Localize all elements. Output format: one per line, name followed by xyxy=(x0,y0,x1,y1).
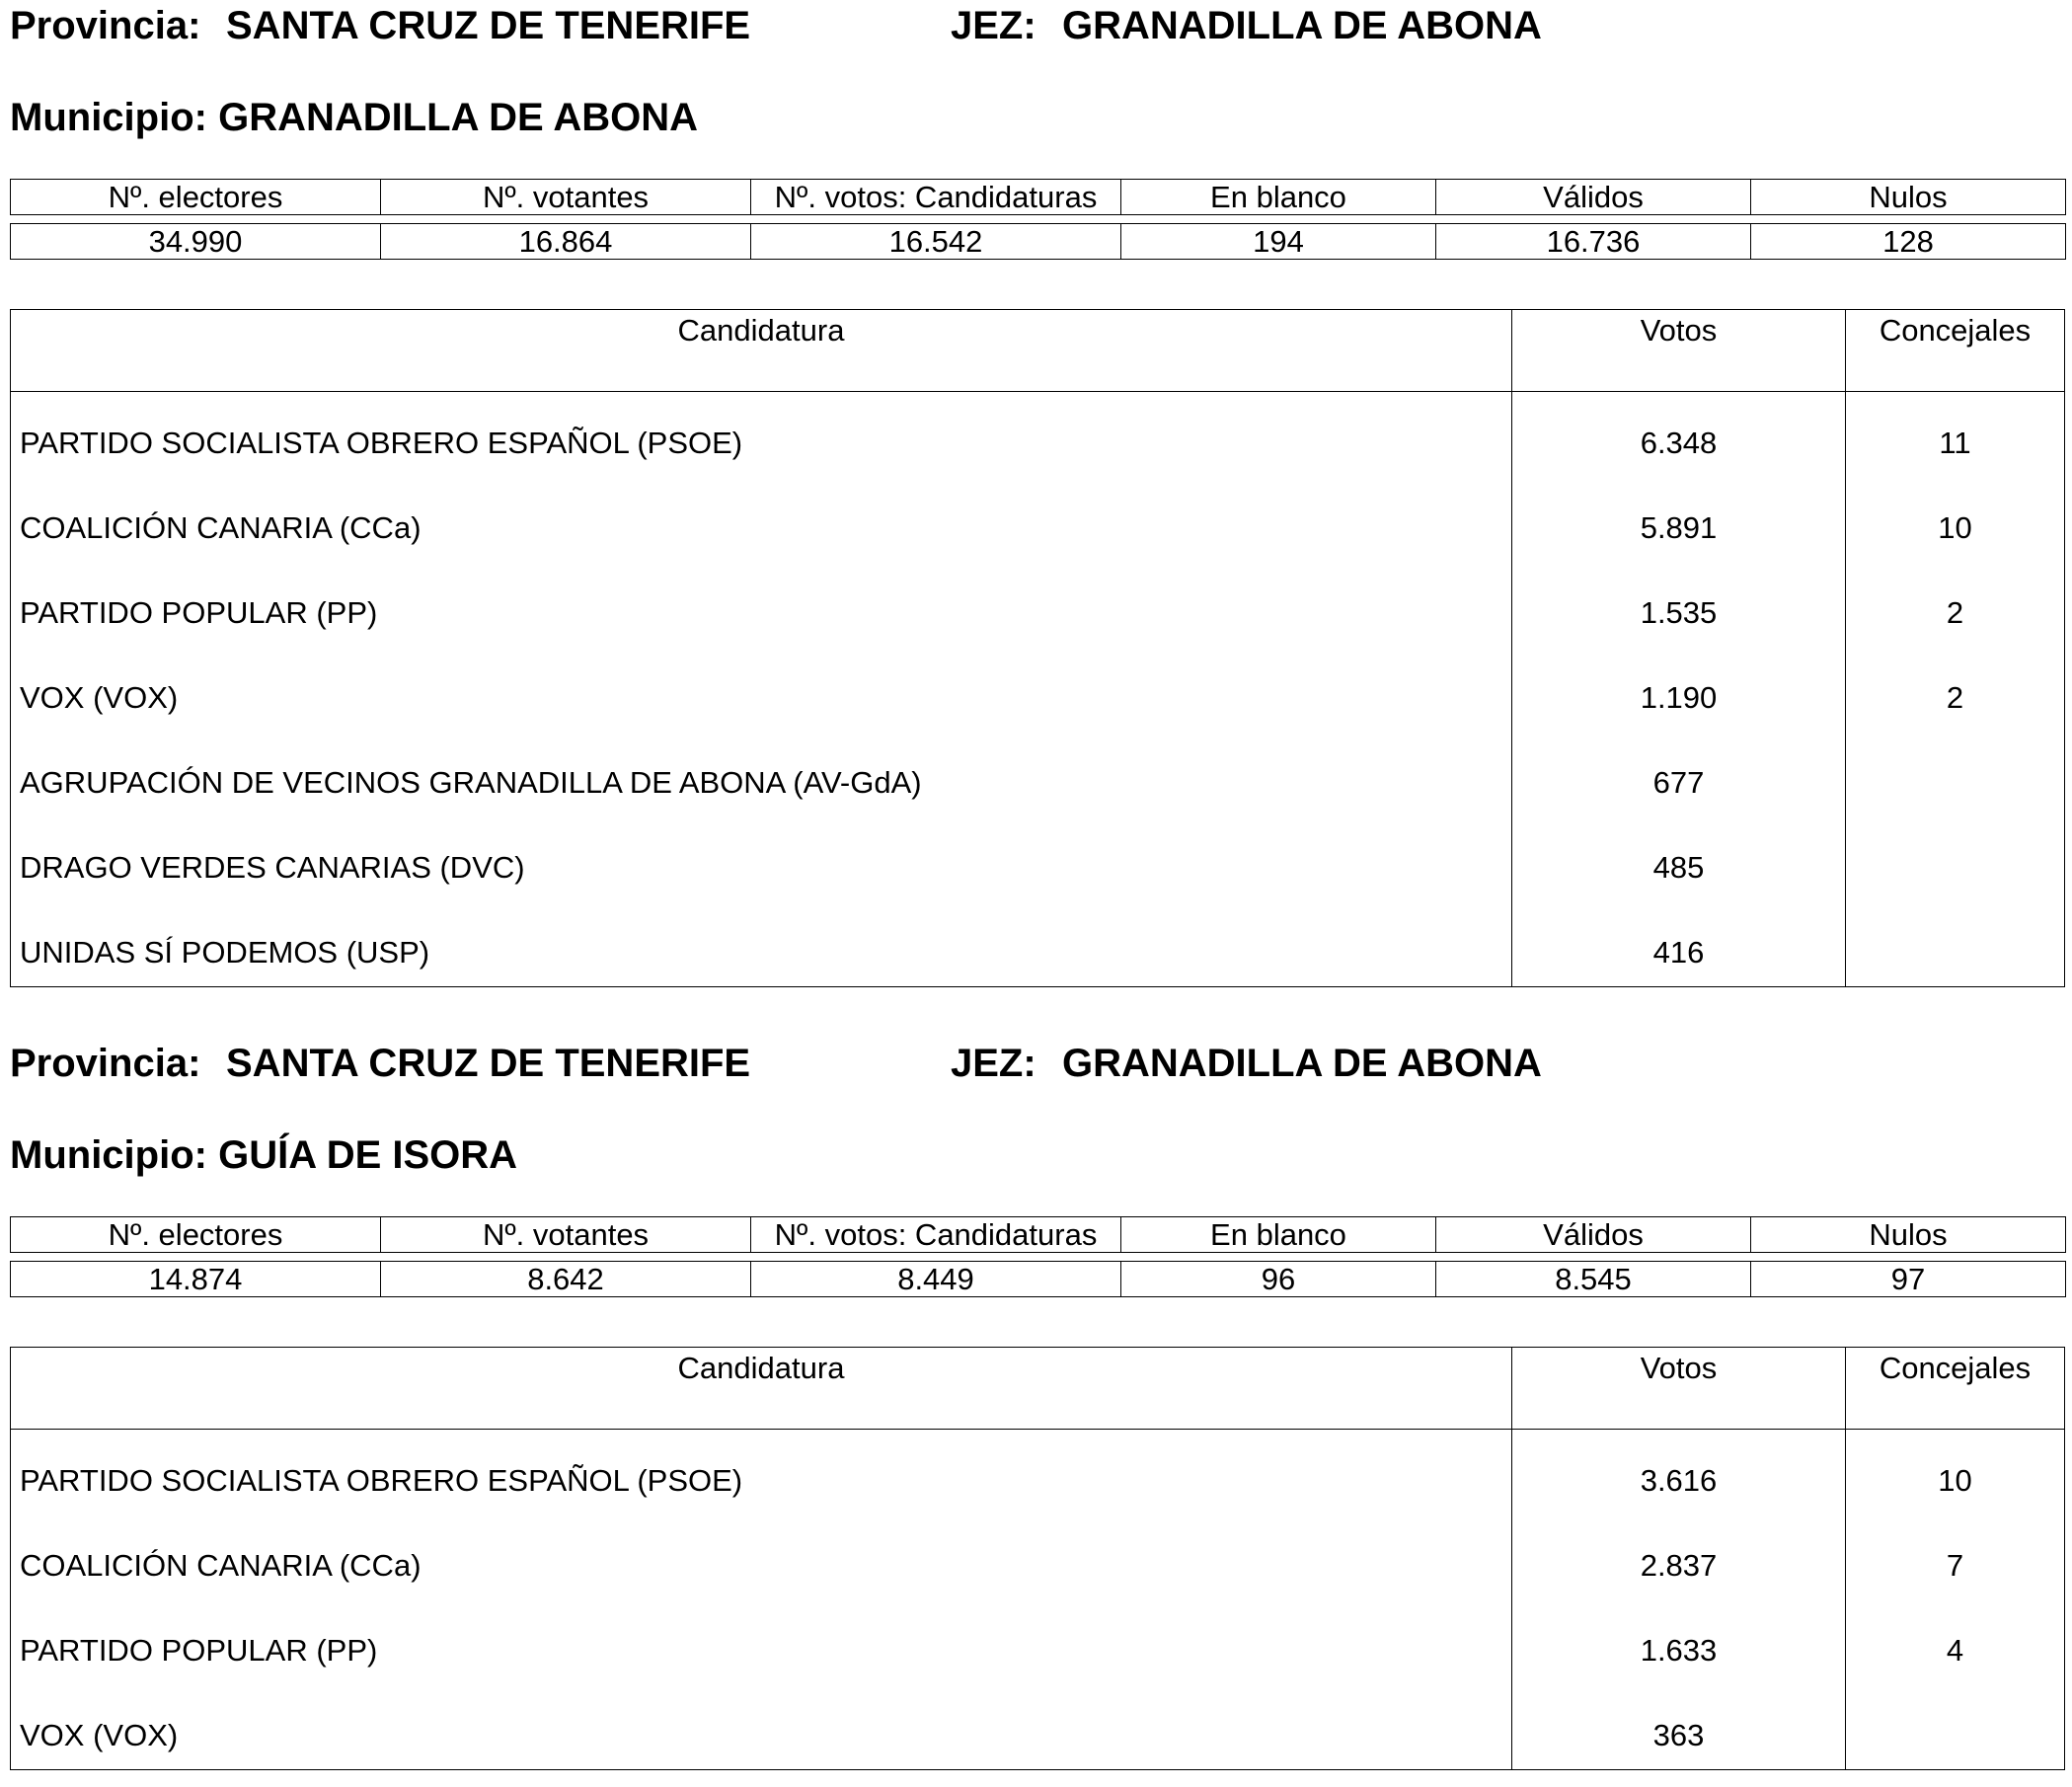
table-row xyxy=(11,562,2064,647)
stats-header-electores: Nº. electores xyxy=(11,1217,381,1253)
provincia-line xyxy=(10,0,2065,51)
stats-value-validos: 16.736 xyxy=(1436,224,1751,260)
candidatura-concejales xyxy=(1845,732,2064,816)
jez-label: JEZ: xyxy=(951,1042,1036,1085)
candidatura-concejales xyxy=(1845,816,2064,901)
header-votos: Votos xyxy=(1511,1348,1845,1429)
stats-value-votantes: 8.642 xyxy=(381,1262,751,1297)
table-row xyxy=(11,392,2064,477)
table-row xyxy=(11,732,2064,816)
provincia-label: Provincia: xyxy=(10,4,201,47)
candidatura-concejales: 10 xyxy=(1845,477,2064,562)
header-concejales: Concejales xyxy=(1845,1348,2064,1429)
table-row xyxy=(11,901,2064,986)
candidatura-concejales: 11 xyxy=(1845,392,2064,477)
stats-value-en-blanco: 194 xyxy=(1121,224,1436,260)
municipio-title: Municipio: GRANADILLA DE ABONA xyxy=(10,96,698,139)
jez-value: GRANADILLA DE ABONA xyxy=(1062,1042,1542,1085)
candidatura-name: PARTIDO POPULAR (PP) xyxy=(20,1633,378,1668)
candidatura-votes: 1.535 xyxy=(1511,562,1845,647)
provincia-value: SANTA CRUZ DE TENERIFE xyxy=(226,4,751,47)
candidatura-name: UNIDAS SÍ PODEMOS (USP) xyxy=(20,935,430,970)
candidatura-name: COALICIÓN CANARIA (CCa) xyxy=(20,1548,422,1583)
header-concejales: Concejales xyxy=(1845,310,2064,391)
candidatura-name: PARTIDO POPULAR (PP) xyxy=(20,595,378,630)
stats-header-validos: Válidos xyxy=(1436,1217,1751,1253)
candidatura-name: PARTIDO SOCIALISTA OBRERO ESPAÑOL (PSOE) xyxy=(20,1463,743,1498)
stats-header-en-blanco: En blanco xyxy=(1121,1217,1436,1253)
stats-header-electores: Nº. electores xyxy=(11,180,381,215)
candidatura-concejales: 10 xyxy=(1845,1430,2064,1515)
provincia-line xyxy=(10,1038,2065,1089)
candidatura-name: VOX (VOX) xyxy=(20,1718,179,1752)
stats-header-nulos: Nulos xyxy=(1751,180,2066,215)
stats-header-row xyxy=(11,180,2066,215)
stats-value-nulos: 97 xyxy=(1751,1262,2066,1297)
candidatura-votes: 416 xyxy=(1511,901,1845,986)
candidatura-votes: 1.190 xyxy=(1511,647,1845,732)
stats-value-votantes: 16.864 xyxy=(381,224,751,260)
stats-value-validos: 8.545 xyxy=(1436,1262,1751,1297)
stats-header-validos: Válidos xyxy=(1436,180,1751,215)
provincia-label: Provincia: xyxy=(10,1042,201,1085)
candidatura-name: PARTIDO SOCIALISTA OBRERO ESPAÑOL (PSOE) xyxy=(20,426,743,460)
stats-header-en-blanco: En blanco xyxy=(1121,180,1436,215)
stats-value-nulos: 128 xyxy=(1751,224,2066,260)
candidatura-concejales xyxy=(1845,901,2064,986)
candidatura-name: COALICIÓN CANARIA (CCa) xyxy=(20,510,422,545)
table-row xyxy=(11,816,2064,901)
candidaturas-header xyxy=(11,1348,2064,1430)
table-row xyxy=(11,1515,2064,1599)
candidatura-name: DRAGO VERDES CANARIAS (DVC) xyxy=(20,850,525,885)
table-row xyxy=(11,477,2064,562)
table-row xyxy=(11,1430,2064,1515)
stats-value-electores: 34.990 xyxy=(11,224,381,260)
stats-value-electores: 14.874 xyxy=(11,1262,381,1297)
table-row xyxy=(11,647,2064,732)
stats-header-row xyxy=(11,1217,2066,1253)
candidatura-concejales xyxy=(1845,1684,2064,1769)
candidatura-concejales: 2 xyxy=(1845,647,2064,732)
stats-header-table xyxy=(10,1216,2066,1253)
candidatura-votes: 485 xyxy=(1511,816,1845,901)
stats-header-table xyxy=(10,179,2066,215)
table-row xyxy=(11,1599,2064,1684)
table-row xyxy=(11,1684,2064,1769)
candidatura-votes: 2.837 xyxy=(1511,1515,1845,1599)
candidatura-votes: 3.616 xyxy=(1511,1430,1845,1515)
candidaturas-table xyxy=(10,309,2065,987)
stats-values-row xyxy=(11,224,2066,260)
candidaturas-header xyxy=(11,310,2064,392)
candidatura-votes: 5.891 xyxy=(1511,477,1845,562)
stats-value-en-blanco: 96 xyxy=(1121,1262,1436,1297)
stats-values-table xyxy=(10,1261,2066,1297)
candidatura-votes: 1.633 xyxy=(1511,1599,1845,1684)
candidatura-concejales: 2 xyxy=(1845,562,2064,647)
stats-values-table xyxy=(10,223,2066,260)
candidatura-votes: 363 xyxy=(1511,1684,1845,1769)
candidatura-name: AGRUPACIÓN DE VECINOS GRANADILLA DE ABONA (AV-GdA) xyxy=(20,765,922,800)
header-candidatura: Candidatura xyxy=(677,313,845,348)
stats-header-votos-candidaturas: Nº. votos: Candidaturas xyxy=(751,1217,1121,1253)
candidatura-concejales: 7 xyxy=(1845,1515,2064,1599)
candidatura-votes: 6.348 xyxy=(1511,392,1845,477)
candidatura-concejales: 4 xyxy=(1845,1599,2064,1684)
stats-value-votos-candidaturas: 16.542 xyxy=(751,224,1121,260)
stats-header-votantes: Nº. votantes xyxy=(381,180,751,215)
header-votos: Votos xyxy=(1511,310,1845,391)
candidaturas-table xyxy=(10,1347,2065,1770)
candidatura-votes: 677 xyxy=(1511,732,1845,816)
jez-value: GRANADILLA DE ABONA xyxy=(1062,4,1542,47)
stats-header-votantes: Nº. votantes xyxy=(381,1217,751,1253)
stats-header-votos-candidaturas: Nº. votos: Candidaturas xyxy=(751,180,1121,215)
municipio-title: Municipio: GUÍA DE ISORA xyxy=(10,1133,518,1177)
provincia-value: SANTA CRUZ DE TENERIFE xyxy=(226,1042,751,1085)
candidatura-name: VOX (VOX) xyxy=(20,680,179,715)
header-candidatura: Candidatura xyxy=(677,1351,845,1385)
stats-header-nulos: Nulos xyxy=(1751,1217,2066,1253)
jez-label: JEZ: xyxy=(951,4,1036,47)
stats-values-row xyxy=(11,1262,2066,1297)
stats-value-votos-candidaturas: 8.449 xyxy=(751,1262,1121,1297)
